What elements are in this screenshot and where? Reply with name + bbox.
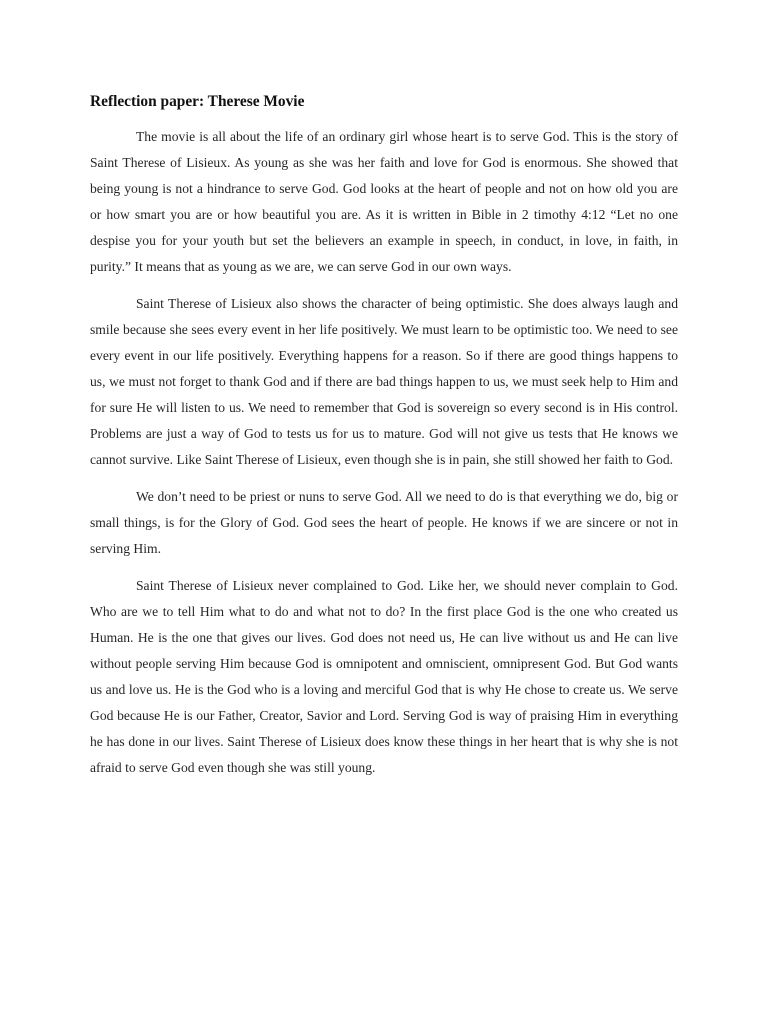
paragraph-1: The movie is all about the life of an ordinary girl whose heart is to serve God. This is the story of Saint Therese of Lisieux. As young as she was her faith and love for God is enormous. She showed that being young is not a hindrance to serve God. God looks at the heart of people and not on how old you are or how smart you are or how beautiful you are. As it is written in Bible in 2 timothy 4:12 “Let no one despise you for your youth but set the believers an example in speech, in conduct, in love, in faith, in purity.” It means that as young as we are, we can serve God in our own ways. bbox=[90, 129, 678, 274]
paragraph-4: Saint Therese of Lisieux never complained to God. Like her, we should never complain to God. Who are we to tell Him what to do and what not to do? In the first place God is the one who created us Human. He is the one that gives our lives. God does not need us, He can live without us and He can live without people serving Him because God is omnipotent and omniscient, omnipresent God. But God wants us and love us. He is the God who is a loving and merciful God that is why He chose to create us. We serve God because He is our Father, Creator, Savior and Lord. Serving God is way of praising Him in everything he has done in our lives. Saint Therese of Lisieux does know these things in her heart that is why she is not afraid to serve God even though she was still young. bbox=[90, 578, 678, 775]
paragraph-2: Saint Therese of Lisieux also shows the character of being optimistic. She does always laugh and smile because she sees every event in her life positively. We must learn to be optimistic too. We need to see every event in our life positively. Everything happens for a reason. So if there are good things happens to us, we must not forget to thank God and if there are bad things happen to us, we must seek help to Him and for sure He will listen to us. We need to remember that God is sovereign so every second is in His control. Problems are just a way of God to tests us for us to mature. God will not give us tests that He knows we cannot survive. Like Saint Therese of Lisieux, even though she is in pain, she still showed her faith to God. bbox=[90, 296, 678, 467]
document-body bbox=[90, 91, 678, 781]
paragraph-3: We don’t need to be priest or nuns to serve God. All we need to do is that everything we do, big or small things, is for the Glory of God. God sees the heart of people. He knows if we are sincere or not in serving Him. bbox=[90, 489, 678, 556]
document-title: Reflection paper: Therese Movie bbox=[90, 93, 305, 110]
